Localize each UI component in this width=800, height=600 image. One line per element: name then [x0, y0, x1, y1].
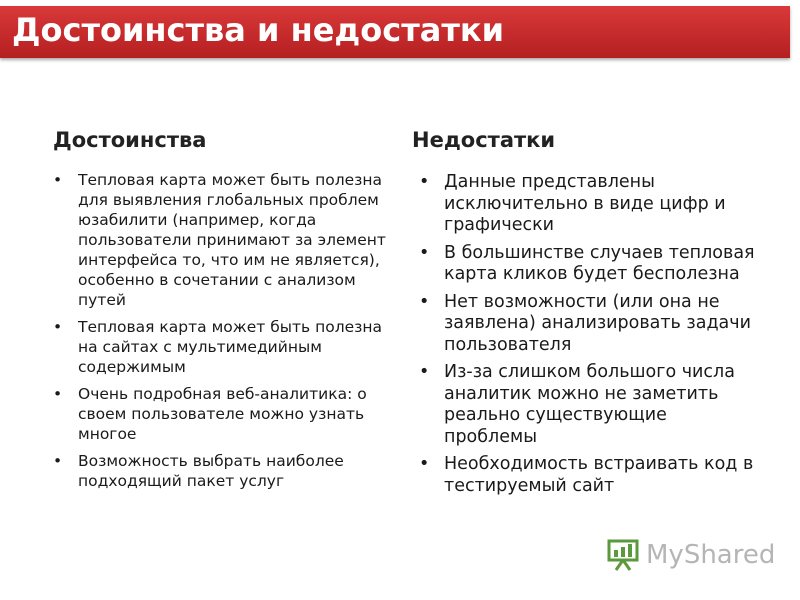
bullet-icon: •: [53, 318, 63, 336]
pros-item-text: Очень подробная веб-аналитика: о своем пользователе можно узнать многое: [78, 385, 367, 443]
cons-item-text: Из-за слишком большого числа аналитик можно не заметить реально существующие проблемы: [444, 362, 735, 447]
title-bar: [0, 6, 790, 58]
cons-item: [414, 243, 759, 286]
cons-heading: Недостатки: [412, 128, 556, 152]
cons-list: [414, 172, 759, 503]
bullet-icon: •: [419, 362, 430, 382]
cons-item-text: Нет возможности (или она не заявлена) анализировать задачи пользователя: [444, 291, 751, 355]
pros-item: [48, 317, 393, 377]
cons-item: [414, 454, 759, 497]
bullet-icon: •: [419, 172, 430, 192]
bullet-icon: •: [419, 242, 430, 263]
pros-list: [48, 170, 393, 498]
cons-item: [414, 292, 759, 357]
logo-text: MyShared: [646, 540, 776, 570]
presentation-board-icon: [606, 538, 640, 572]
pros-item-text: Возможность выбрать наиболее подходящий пакет услуг: [78, 452, 344, 490]
cons-item-text: Необходимость встраивать код в тестируемый сайт: [444, 454, 754, 496]
pros-item-text: Тепловая карта может быть полезна на сайтах с мультимедийным содержимым: [78, 318, 383, 376]
bullet-icon: •: [419, 454, 430, 474]
myshared-logo[interactable]: [606, 535, 775, 575]
pros-heading: Достоинства: [53, 128, 207, 152]
bullet-icon: •: [419, 291, 430, 312]
pros-item: [48, 170, 393, 310]
bullet-icon: •: [53, 171, 63, 189]
cons-item: [414, 172, 759, 237]
pros-item-text: Тепловая карта может быть полезна для выявления глобальных проблем юзабилити (например, когда пользователи принимают за элемент интерфейса то, что им не является), особенно в сочетании с анализом путей: [78, 171, 386, 309]
cons-item-text: В большинстве случаев тепловая карта кликов будет бесполезна: [444, 242, 755, 284]
slide-title: Достоинства и недостатки: [12, 11, 505, 49]
cons-item: [414, 362, 759, 448]
pros-item: [48, 384, 393, 444]
bullet-icon: •: [53, 385, 63, 403]
cons-item-text: Данные представлены исключительно в виде цифр и графически: [444, 172, 726, 235]
bullet-icon: •: [53, 452, 63, 470]
pros-item: [48, 451, 393, 491]
